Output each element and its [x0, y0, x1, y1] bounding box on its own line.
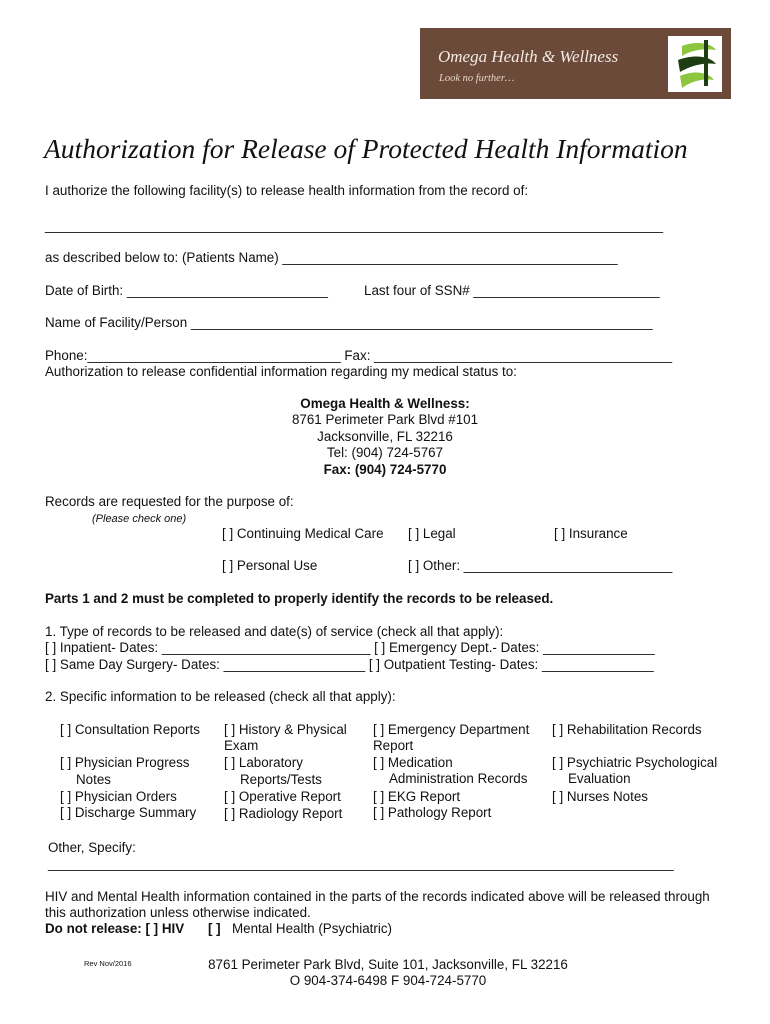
facility-person-field[interactable]: Name of Facility/Person ______________________________________________________________ [45, 315, 653, 330]
facility-address2: Jacksonville, FL 32216 [317, 429, 453, 444]
facility-name: Omega Health & Wellness: [300, 396, 470, 411]
history-physical-label-cont: Exam [224, 738, 259, 753]
purpose-continuing-checkbox[interactable]: [ ] Continuing Medical Care [222, 526, 384, 541]
facility-address1: 8761 Perimeter Park Blvd #101 [291, 412, 479, 427]
pathology-report-checkbox[interactable]: [ ] Pathology Report [373, 805, 492, 820]
medication-label-cont: Administration Records [389, 771, 528, 786]
phone-fax-field[interactable]: Phone:__________________________________ Fax: ________________________________________ [45, 348, 673, 363]
patient-name-field[interactable]: as described below to: (Patients Name) _____________________________________________ [45, 250, 618, 265]
laboratory-checkbox[interactable]: [ ] Laboratory [224, 755, 303, 770]
consultation-reports-checkbox[interactable]: [ ] Consultation Reports [60, 722, 200, 737]
emergency-dept-checkbox[interactable]: [ ] Emergency Department [373, 722, 530, 737]
logo-name: Omega Health & Wellness [438, 47, 619, 66]
page-title: Authorization for Release of Protected Health Information [44, 133, 688, 164]
physician-progress-checkbox[interactable]: [ ] Physician Progress [60, 755, 190, 770]
purpose-other-checkbox[interactable]: [ ] Other: ____________________________ [408, 558, 673, 573]
authorization-statement: Authorization to release confidential information regarding my medical status to: [45, 364, 517, 379]
history-physical-checkbox[interactable]: [ ] History & Physical [224, 722, 347, 737]
mental-health-label: Mental Health (Psychiatric) [232, 921, 392, 936]
physician-progress-label-cont: Notes [76, 772, 111, 787]
footer-address: 8761 Perimeter Park Blvd, Suite 101, Jacksonville, FL 32216 [208, 957, 568, 972]
purpose-hint: (Please check one) [92, 513, 187, 525]
part2-heading: 2. Specific information to be released (check all that apply): [45, 689, 396, 704]
ssn-field[interactable]: Last four of SSN# _________________________ [364, 283, 660, 298]
dob-field[interactable]: Date of Birth: ___________________________ [45, 283, 328, 298]
part1-inpatient-emergency[interactable]: [ ] Inpatient- Dates: ____________________________ [ ] Emergency Dept.- Dates: _______________ [45, 640, 655, 655]
revision-label: Rev Nov/2016 [84, 959, 132, 968]
physician-orders-checkbox[interactable]: [ ] Physician Orders [60, 789, 177, 804]
other-specify-label: Other, Specify: [48, 840, 136, 855]
hiv-notice-line1: HIV and Mental Health information contained in the parts of the records indicated above will be released through [45, 889, 710, 904]
part1-heading: 1. Type of records to be released and date(s) of service (check all that apply): [45, 624, 504, 639]
operative-report-checkbox[interactable]: [ ] Operative Report [224, 789, 341, 804]
purpose-legal-checkbox[interactable]: [ ] Legal [408, 526, 456, 541]
facility-fax: Fax: (904) 724-5770 [323, 462, 447, 477]
emergency-dept-label-cont: Report [373, 738, 414, 753]
other-specify-field[interactable]: ____________________________________________________________________________________ [48, 856, 674, 871]
purpose-label: Records are requested for the purpose of: [45, 494, 294, 509]
hiv-notice-line2: this authorization unless otherwise indicated. [45, 905, 311, 920]
record-of-blank[interactable]: ___________________________________________________________________________________ [45, 218, 664, 233]
ekg-report-checkbox[interactable]: [ ] EKG Report [373, 789, 461, 804]
parts-note: Parts 1 and 2 must be completed to properly identify the records to be released. [45, 591, 554, 606]
psychiatric-evaluation-label-cont: Evaluation [568, 771, 631, 786]
purpose-personal-checkbox[interactable]: [ ] Personal Use [222, 558, 318, 573]
logo-tagline: Look no further… [439, 73, 515, 84]
do-not-release-hiv-checkbox[interactable]: Do not release: [ ] HIV [45, 921, 185, 936]
leaf-logo-icon [668, 36, 722, 92]
intro-text: I authorize the following facility(s) to release health information from the record of: [45, 183, 529, 198]
part1-surgery-outpatient[interactable]: [ ] Same Day Surgery- Dates: ___________________ [ ] Outpatient Testing- Dates: _______________ [45, 657, 654, 672]
footer-phones: O 904-374-6498 F 904-724-5770 [289, 973, 487, 988]
medication-checkbox[interactable]: [ ] Medication [373, 755, 453, 770]
nurses-notes-checkbox[interactable]: [ ] Nurses Notes [552, 789, 648, 804]
brand-logo [420, 28, 731, 99]
purpose-insurance-checkbox[interactable]: [ ] Insurance [554, 526, 628, 541]
psychiatric-evaluation-checkbox[interactable]: [ ] Psychiatric Psychological [552, 755, 718, 770]
radiology-report-checkbox[interactable]: [ ] Radiology Report [224, 806, 343, 821]
rehabilitation-records-checkbox[interactable]: [ ] Rehabilitation Records [552, 722, 702, 737]
do-not-release-mental-checkbox[interactable]: [ ] [208, 921, 221, 936]
discharge-summary-checkbox[interactable]: [ ] Discharge Summary [60, 805, 197, 820]
laboratory-label-cont: Reports/Tests [240, 772, 322, 787]
facility-tel: Tel: (904) 724-5767 [326, 445, 444, 460]
